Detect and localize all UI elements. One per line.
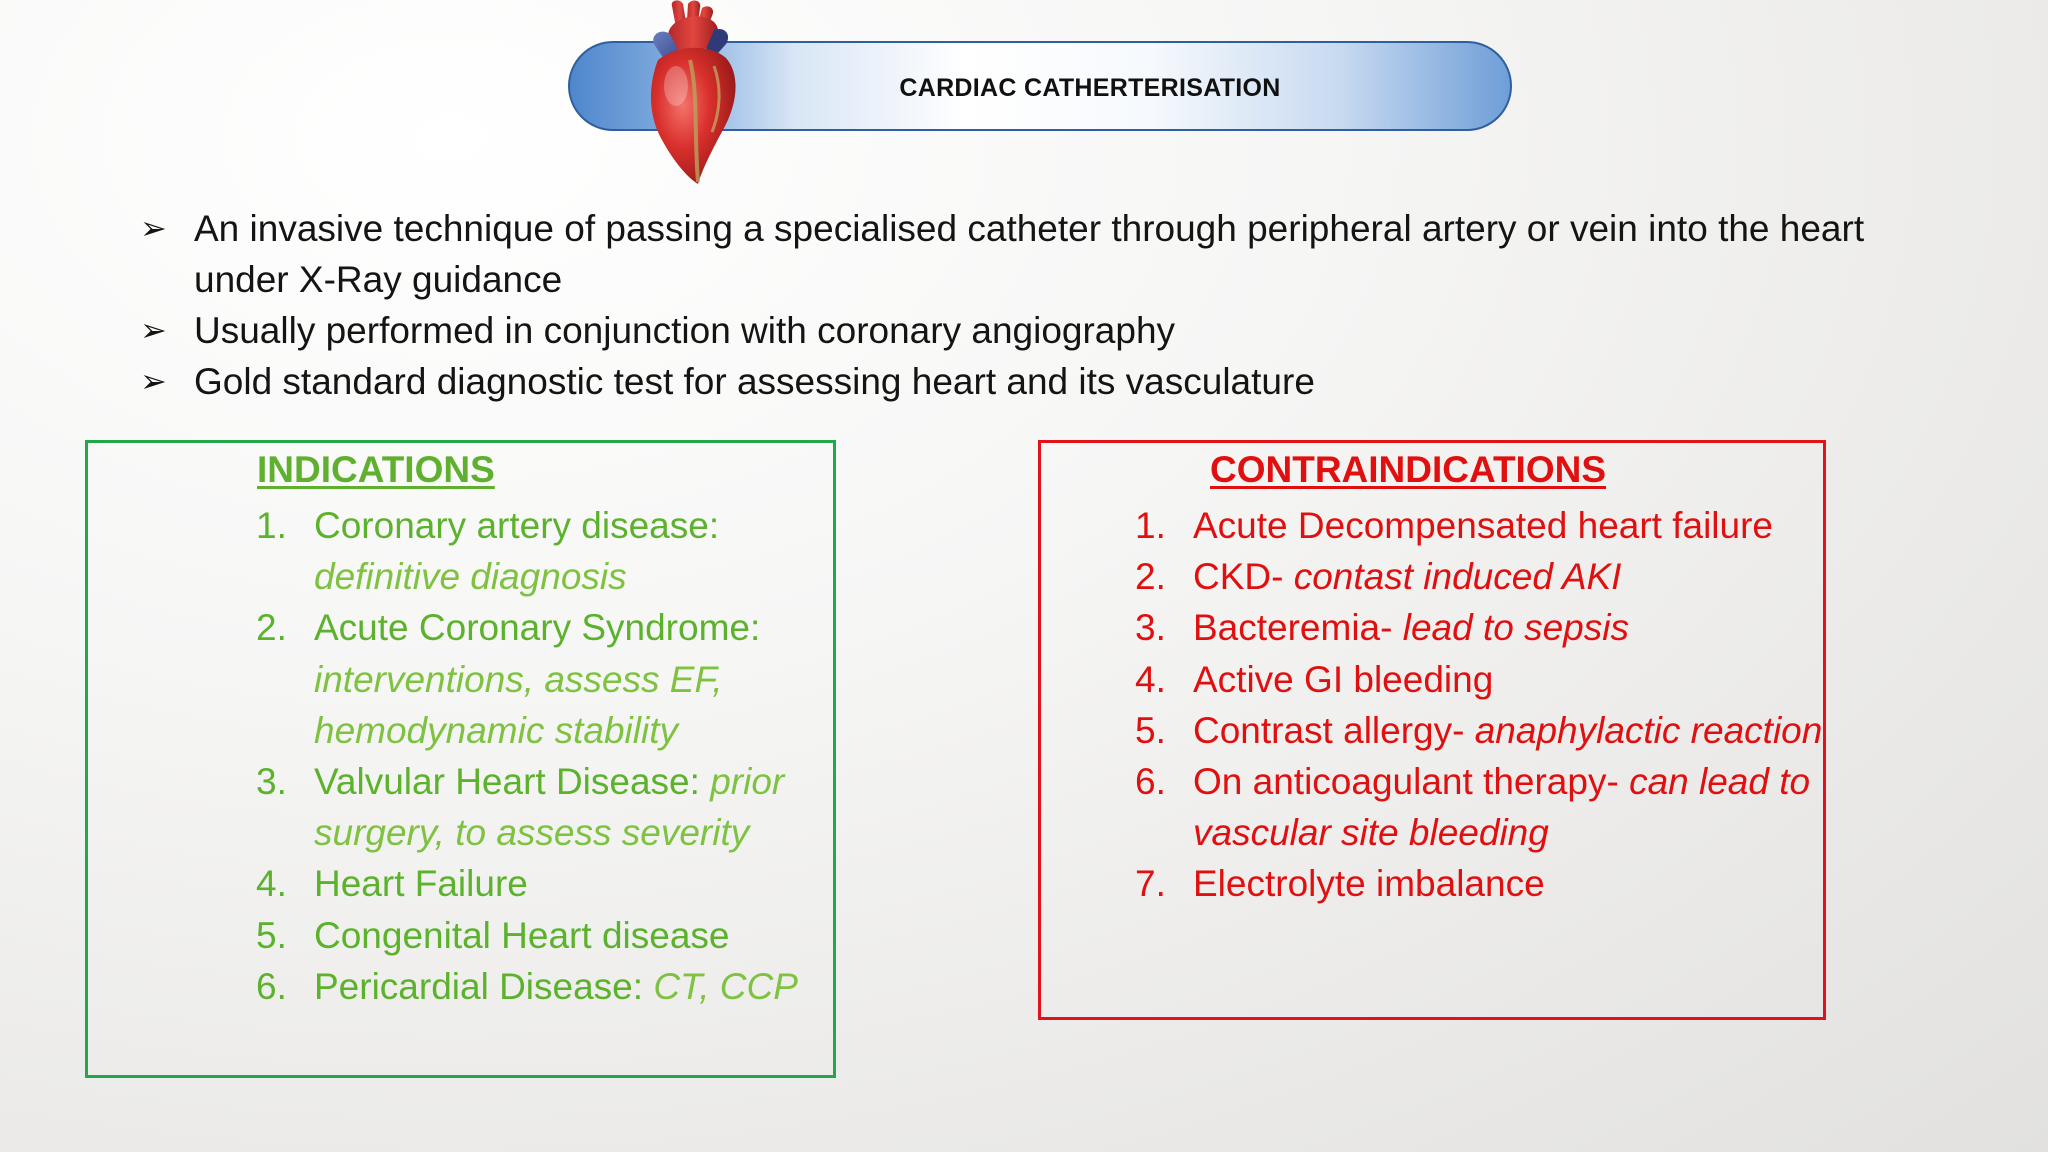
item-detail: lead to sepsis	[1402, 607, 1629, 649]
indication-item	[256, 756, 831, 858]
bullet-text: An invasive technique of passing a specialised catheter through peripheral artery or vein into the heart under X-Ray guidance	[194, 208, 1865, 300]
bullet-text: Usually performed in conjunction with coronary angiography	[194, 310, 1176, 351]
item-number: 3.	[1135, 607, 1166, 649]
item-main: Pericardial Disease:	[314, 965, 654, 1007]
item-number: 4.	[256, 863, 287, 905]
indications-list	[256, 500, 831, 1012]
contraindication-item	[1135, 858, 1825, 909]
bullet-item	[140, 305, 1960, 356]
item-main: Coronary artery disease:	[314, 505, 720, 546]
item-number: 2.	[1135, 556, 1166, 598]
item-number: 5.	[1135, 709, 1166, 751]
arrow-bullet-icon: ➢	[140, 363, 167, 399]
arrow-bullet-icon: ➢	[140, 210, 167, 246]
item-number: 2.	[256, 607, 287, 649]
indications-box	[85, 440, 836, 1078]
item-detail: anaphylactic reaction	[1474, 709, 1823, 751]
item-detail: prior surgery, to assess severity	[314, 761, 785, 854]
item-detail: interventions, assess EF, hemodynamic stability	[314, 658, 723, 751]
item-detail: can lead to vascular site bleeding	[1193, 761, 1811, 854]
slide-title: CARDIAC CATHERTERISATION	[899, 74, 1281, 102]
item-number: 1.	[256, 505, 287, 546]
item-number: 3.	[256, 761, 287, 803]
item-number: 4.	[1135, 658, 1166, 700]
item-number: 5.	[256, 914, 287, 956]
bullet-item	[140, 356, 1960, 407]
contraindication-item	[1135, 705, 1825, 756]
contraindications-list	[1135, 500, 1825, 910]
item-main: Acute Coronary Syndrome:	[314, 607, 761, 649]
bullet-item	[140, 203, 1960, 305]
indications-title: INDICATIONS	[257, 449, 495, 490]
indication-item	[256, 910, 831, 961]
contraindication-item	[1135, 756, 1825, 858]
item-number: 7.	[1135, 863, 1166, 905]
item-main: Congenital Heart disease	[314, 914, 730, 956]
indication-item	[256, 961, 831, 1012]
contraindication-item	[1135, 654, 1825, 705]
contraindication-item	[1135, 500, 1825, 551]
indication-item	[256, 602, 831, 756]
contraindication-item	[1135, 551, 1825, 602]
item-main: Heart Failure	[314, 863, 528, 905]
item-main: Electrolyte imbalance	[1193, 863, 1545, 905]
indication-item	[256, 500, 831, 602]
item-detail: CT, CCP	[653, 965, 798, 1007]
contraindications-title: CONTRAINDICATIONS	[1210, 449, 1607, 490]
heart-icon	[628, 0, 758, 188]
item-main: Contrast allergy-	[1193, 709, 1475, 751]
contraindication-item	[1135, 602, 1825, 653]
bullet-text: Gold standard diagnostic test for assessing heart and its vasculature	[194, 361, 1315, 402]
item-detail: contast induced AKI	[1293, 556, 1622, 598]
item-number: 1.	[1135, 505, 1166, 546]
item-main: On anticoagulant therapy-	[1193, 761, 1630, 803]
item-number: 6.	[256, 965, 287, 1007]
arrow-bullet-icon: ➢	[140, 312, 167, 348]
indication-item	[256, 858, 831, 909]
summary-bullets	[140, 203, 1960, 407]
contraindications-box	[1038, 440, 1826, 1020]
item-main: Active GI bleeding	[1193, 658, 1494, 700]
item-detail: definitive diagnosis	[314, 556, 627, 598]
item-main: Valvular Heart Disease:	[314, 761, 711, 803]
item-number: 6.	[1135, 761, 1166, 803]
item-main: Bacteremia-	[1193, 607, 1403, 649]
item-main: CKD-	[1193, 556, 1294, 598]
item-main: Acute Decompensated heart failure	[1193, 505, 1774, 546]
